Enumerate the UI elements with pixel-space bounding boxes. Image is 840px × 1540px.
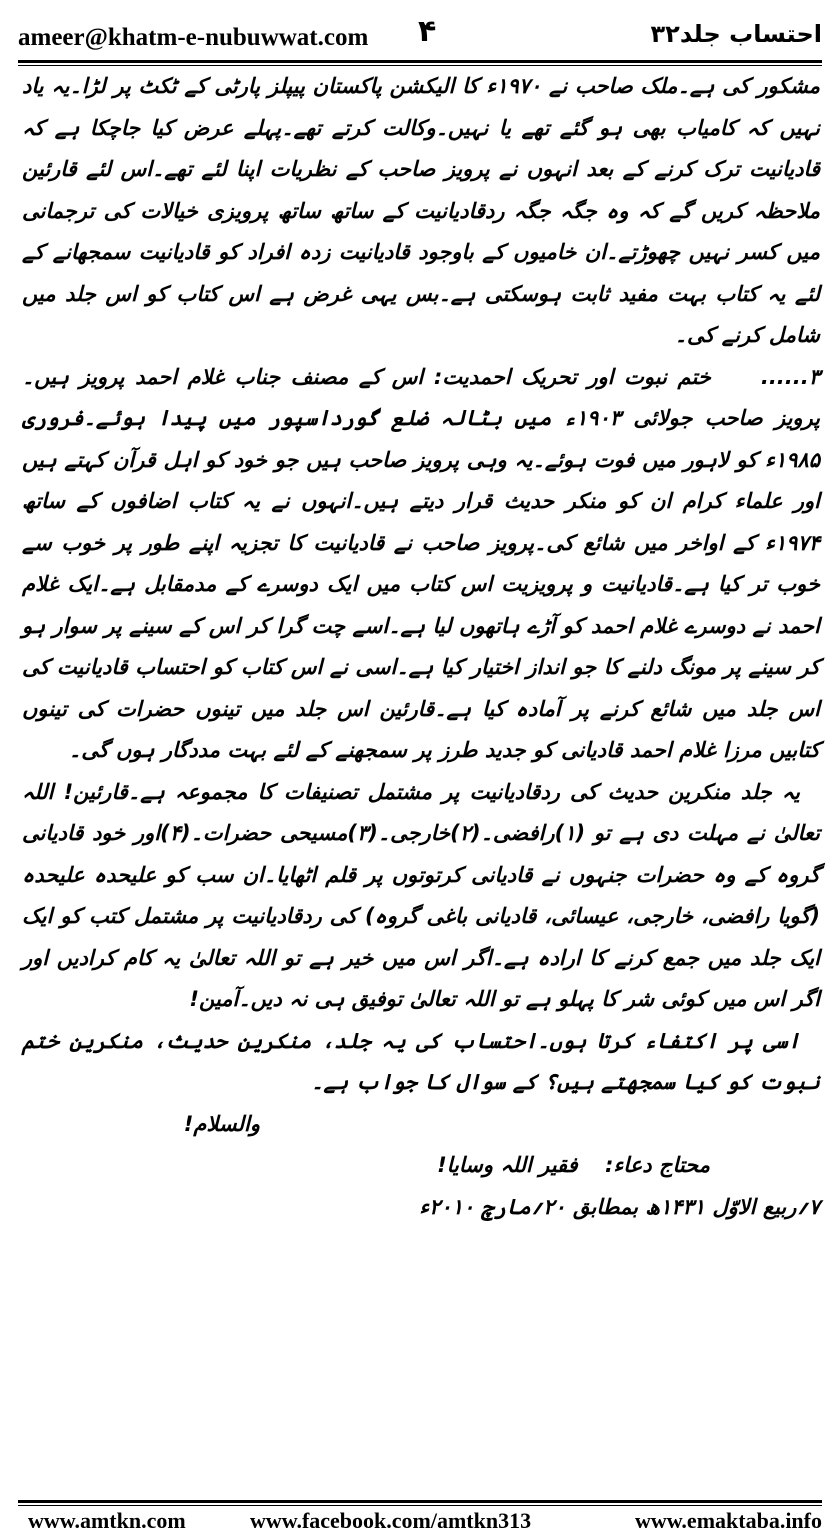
page-header (18, 14, 822, 58)
page-footer (18, 1508, 822, 1538)
signature-label: محتاج دعاء: (605, 1153, 710, 1177)
header-email[interactable]: ameer@khatm-e-nubuwwat.com (18, 24, 369, 51)
footer-divider (18, 1500, 822, 1506)
footer-link-amtkn[interactable]: www.amtkn.com (28, 1508, 186, 1533)
closing-row (22, 1104, 820, 1146)
paragraph-2-text: ختم نبوت اور تحریک احمدیت: اس کے مصنف جناب غلام احمد پرویز ہیں۔پرویز صاحب جولائی ۱۹۰۳ء میں بٹالہ ضلع گورداسپور میں پیدا ہوئے۔فروری ۱۹۸۵ء کو لاہور میں فوت ہوئے۔یہ وہی پرویز صاحب ہیں جو خود کو اہل قرآن کہتے ہیں اور علماء کرام ان کو منکر حدیث قرار دیتے ہیں۔انہوں نے یہ کتاب اضافوں کے ساتھ ۱۹۷۴ء کے اواخر میں شائع کی۔پرویز صاحب نے قادیانیت کا تجزیہ اپنے طور پر خوب سے خوب تر کیا ہے۔قادیانیت و پرویزیت اس کتاب میں ایک دوسرے کے مدمقابل ہے۔ایک غلام احمد نے دوسرے غلام احمد کو آڑے ہاتھوں لیا ہے۔اسے چت گرا کر اس کے سینے پر سوار ہو کر سینے پر مونگ دلنے کا جو انداز اختیار کیا ہے۔اسی نے اس کتاب کو احتساب قادیانیت کی اس جلد میں شائع کرنے پر آمادہ کیا ہے۔قارئین اس جلد میں تینوں حضرات کی تینوں کتابیں مرزا غلام احمد قادیانی کو جدید طرز پر سمجھنے کے لئے بہت مددگار ہوں گی۔ (22, 364, 821, 762)
page-number: ۴ (418, 14, 437, 49)
paragraph-1: مشکور کی ہے۔ملک صاحب نے ۱۹۷۰ء کا الیکشن پاکستان پیپلز پارٹی کے ٹکٹ پر لڑا۔یہ یاد نہیں کہ کامیاب بھی ہو گئے تھے یا نہیں۔وکالت کرتے تھے۔پہلے عرض کیا جاچکا ہے کہ قادیانیت ترک کرنے کے بعد انہوں نے پرویز صاحب کے نظریات اپنا لئے تھے۔اس لئے قارئین ملاحظہ کریں گے کہ وہ جگہ جگہ ردقادیانیت کے ساتھ ساتھ پرویزی خیالات کی ترجمانی میں کسر نہیں چھوڑتے۔ان خامیوں کے باوجود قادیانیت زدہ افراد کو قادیانیت سمجھانے کے لئے یہ کتاب بہت مفید ثابت ہوسکتی ہے۔بس یہی غرض ہے اس کتاب کو اس جلد میں شامل کرنے کی۔ (22, 74, 820, 347)
footer-link-facebook[interactable]: www.facebook.com/amtkn313 (250, 1508, 532, 1533)
paragraph-4: اسی پر اکتفاء کرتا ہوں۔احتساب کی یہ جلد، منکرین حدیث، منکرین ختم نبوت کو کیا سمجھتے ہیں؟ کے سوال کا جواب ہے۔ (22, 1028, 820, 1094)
book-title: احتساب جلد۳۲ (650, 20, 822, 48)
page-body (22, 66, 820, 1228)
paragraph-3: یہ جلد منکرین حدیث کی ردقادیانیت پر مشتمل تصنیفات کا مجموعہ ہے۔قارئین! اللہ تعالیٰ نے مہلت دی ہے تو (۱)رافضی۔(۲)خارجی۔(۳)مسیحی حضرات۔(۴)اور خود قادیانی گروہ کے وہ حضرات جنہوں نے قادیانی کرتوتوں پر قلم اٹھایا۔ان سب کو علیحدہ علیحدہ (گویا رافضی، خارجی، عیسائی، قادیانی باغی گروہ) کی ردقادیانیت پر مشتمل کتب کو ایک ایک جلد میں جمع کرنے کا ارادہ ہے۔اگر اس میں خیر ہے تو اللہ تعالیٰ یہ کام کرادیں اور اگر اس میں کوئی شر کا پہلو ہے تو اللہ تعالیٰ توفیق ہی نہ دیں۔آمین! (22, 779, 821, 1011)
signature-name: فقیر اللہ وسایا! (437, 1153, 578, 1177)
footer-link-emaktaba[interactable]: www.emaktaba.info (634, 1508, 822, 1533)
item-number: ۳...... (760, 364, 820, 389)
closing-salutation: والسلام! (183, 1111, 260, 1136)
paragraph-2 (22, 357, 820, 772)
date-line: ۷؍ربیع الاوّل ۱۴۳۱ھ بمطابق ۲۰؍مارچ ۲۰۱۰ء (419, 1194, 820, 1219)
signature (22, 1145, 820, 1187)
